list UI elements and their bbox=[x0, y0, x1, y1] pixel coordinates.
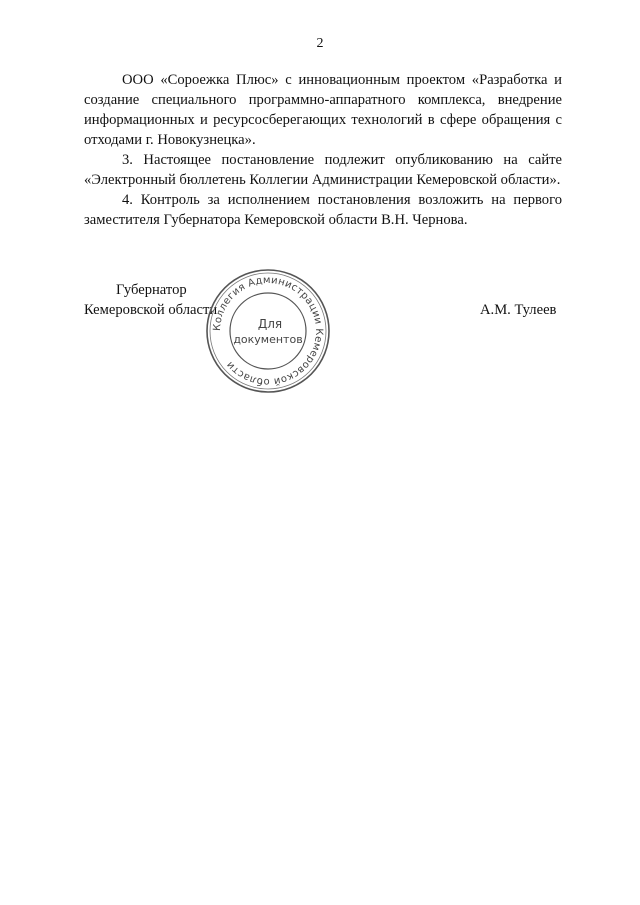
official-stamp bbox=[204, 267, 332, 395]
signatory-name: А.М. Тулеев bbox=[480, 302, 557, 318]
paragraph-publication: 3. Настоящее постановление подлежит опубликованию на сайте «Электронный бюллетень Коллегии Администрации Кемеровской области». bbox=[84, 152, 562, 188]
page-number: 2 bbox=[316, 36, 324, 51]
signatory-position: Губернатор bbox=[116, 282, 187, 298]
signatory-title bbox=[84, 280, 217, 320]
paragraph-control: 4. Контроль за исполнением постановления возложить на первого заместителя Губернатора Кемеровской области В.Н. Чернова. bbox=[84, 192, 562, 228]
signatory-region: Кемеровской области bbox=[84, 302, 218, 318]
stamp-center-line2: документов bbox=[233, 333, 303, 346]
stamp-center-line1: Для bbox=[257, 317, 283, 331]
stamp-ring-textpath: Коллегия Администрации Кемеровской области bbox=[211, 274, 325, 388]
stamp-seal bbox=[204, 267, 332, 395]
document-body bbox=[84, 70, 562, 230]
paragraph-project: ООО «Сороежка Плюс» с инновационным проектом «Разработка и создание специального программно-аппаратного комплекса, внедрение информационных и ресурсосберегающих технологий в сфере обращения с отходами г. Новокузнецка». bbox=[84, 72, 562, 148]
